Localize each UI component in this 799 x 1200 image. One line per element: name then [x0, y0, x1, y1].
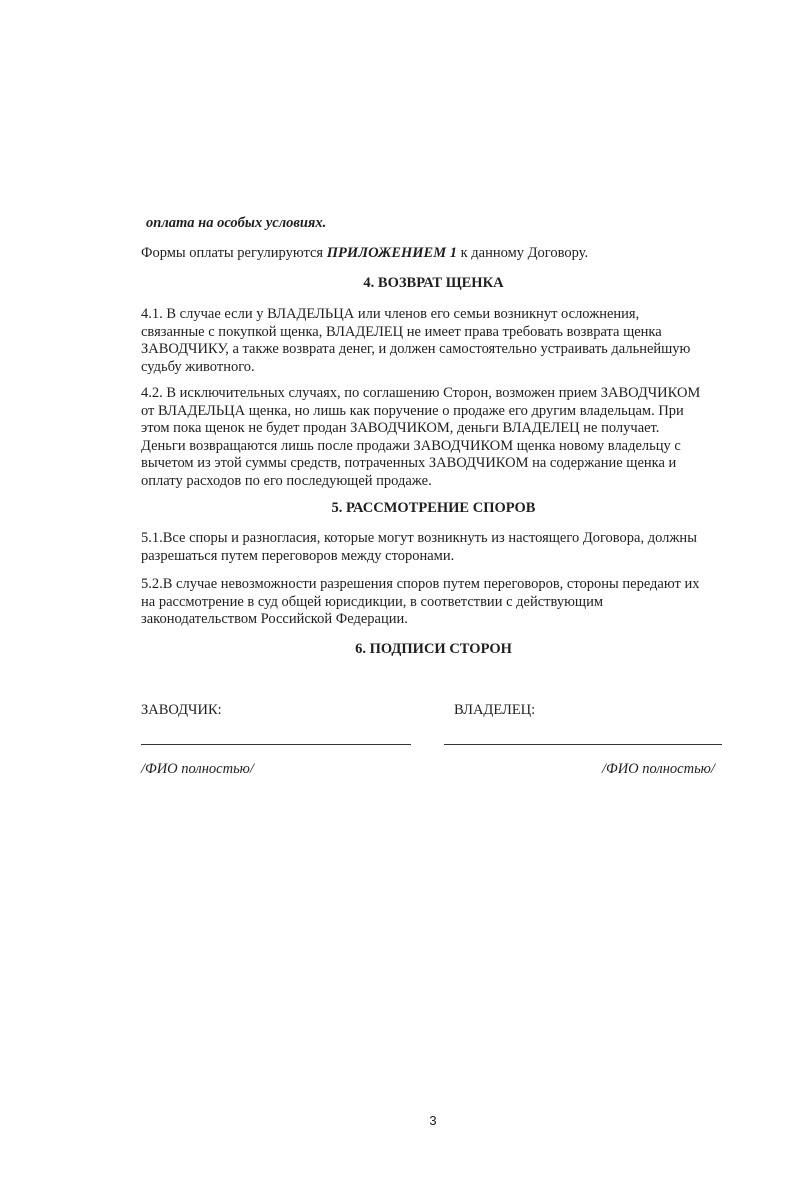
paragraph-line: вычетом из этой суммы средств, потраченных ЗАВОДЧИКОМ на содержание щенка и — [141, 455, 677, 472]
owner-signature-line — [444, 744, 722, 745]
breeder-label: ЗАВОДЧИК: — [141, 702, 222, 718]
payment-sentence-emphasis: ПРИЛОЖЕНИЕМ 1 — [326, 245, 457, 261]
paragraph-5-1 — [141, 530, 731, 565]
paragraph-4-2 — [141, 385, 731, 491]
page-number: 3 — [429, 1113, 437, 1128]
owner-label: ВЛАДЕЛЕЦ: — [454, 702, 536, 718]
paragraph-line: оплату расходов по его последующей продаже. — [141, 472, 432, 489]
payment-sentence-after: к данному Договору. — [457, 245, 589, 261]
paragraph-4-1 — [141, 306, 731, 376]
paragraph-line: 5.1.Все споры и разногласия, которые могут возникнуть из настоящего Договора, должны — [141, 530, 697, 546]
paragraph-line: этом пока щенок не будет продан ЗАВОДЧИКОМ, деньги ВЛАДЕЛЕЦ не получает. — [141, 420, 660, 437]
paragraph-line: от ВЛАДЕЛЬЦА щенка, но лишь как поручение о продаже его другим владельцам. При — [141, 402, 684, 419]
section-heading-return: 4. ВОЗВРАТ ЩЕНКА — [363, 275, 504, 291]
breeder-signature-line — [141, 744, 411, 745]
paragraph-line: связанные с покупкой щенка, ВЛАДЕЛЕЦ не имеет права требовать возврата щенка — [141, 323, 662, 340]
paragraph-line: Деньги возвращаются лишь после продажи ЗАВОДЧИКОМ щенка новому владельцу с — [141, 437, 681, 454]
paragraph-line: ЗАВОДЧИКУ, а также возврата денег, и должен самостоятельно устраивать дальнейшую — [141, 341, 691, 358]
payment-sentence-before: Формы оплаты регулируются — [141, 245, 327, 261]
paragraph-line: на рассмотрение в суд общей юрисдикции, в соответствии с действующим — [141, 593, 604, 610]
payment-sentence — [141, 245, 731, 263]
paragraph-line: судьбу животного. — [141, 358, 255, 375]
paragraph-line: разрешаться путем переговоров между сторонами. — [141, 547, 455, 564]
paragraph-line: 4.2. В исключительных случаях, по соглашению Сторон, возможен прием ЗАВОДЧИКОМ — [141, 385, 701, 401]
owner-name-note: /ФИО полностью/ — [602, 761, 715, 777]
section-heading-disputes: 5. РАССМОТРЕНИЕ СПОРОВ — [331, 500, 536, 516]
section-heading-signatures: 6. ПОДПИСИ СТОРОН — [355, 641, 512, 657]
paragraph-line: законодательством Российской Федерации. — [141, 611, 408, 628]
paragraph-line: 4.1. В случае если у ВЛАДЕЛЬЦА или членов его семьи возникнут осложнения, — [141, 306, 640, 322]
paragraph-line: 5.2.В случае невозможности разрешения споров путем переговоров, стороны передают их — [141, 576, 700, 592]
lead-line: оплата на особых условиях. — [146, 215, 327, 231]
paragraph-5-2 — [141, 576, 731, 629]
breeder-name-note: /ФИО полностью/ — [141, 761, 254, 777]
